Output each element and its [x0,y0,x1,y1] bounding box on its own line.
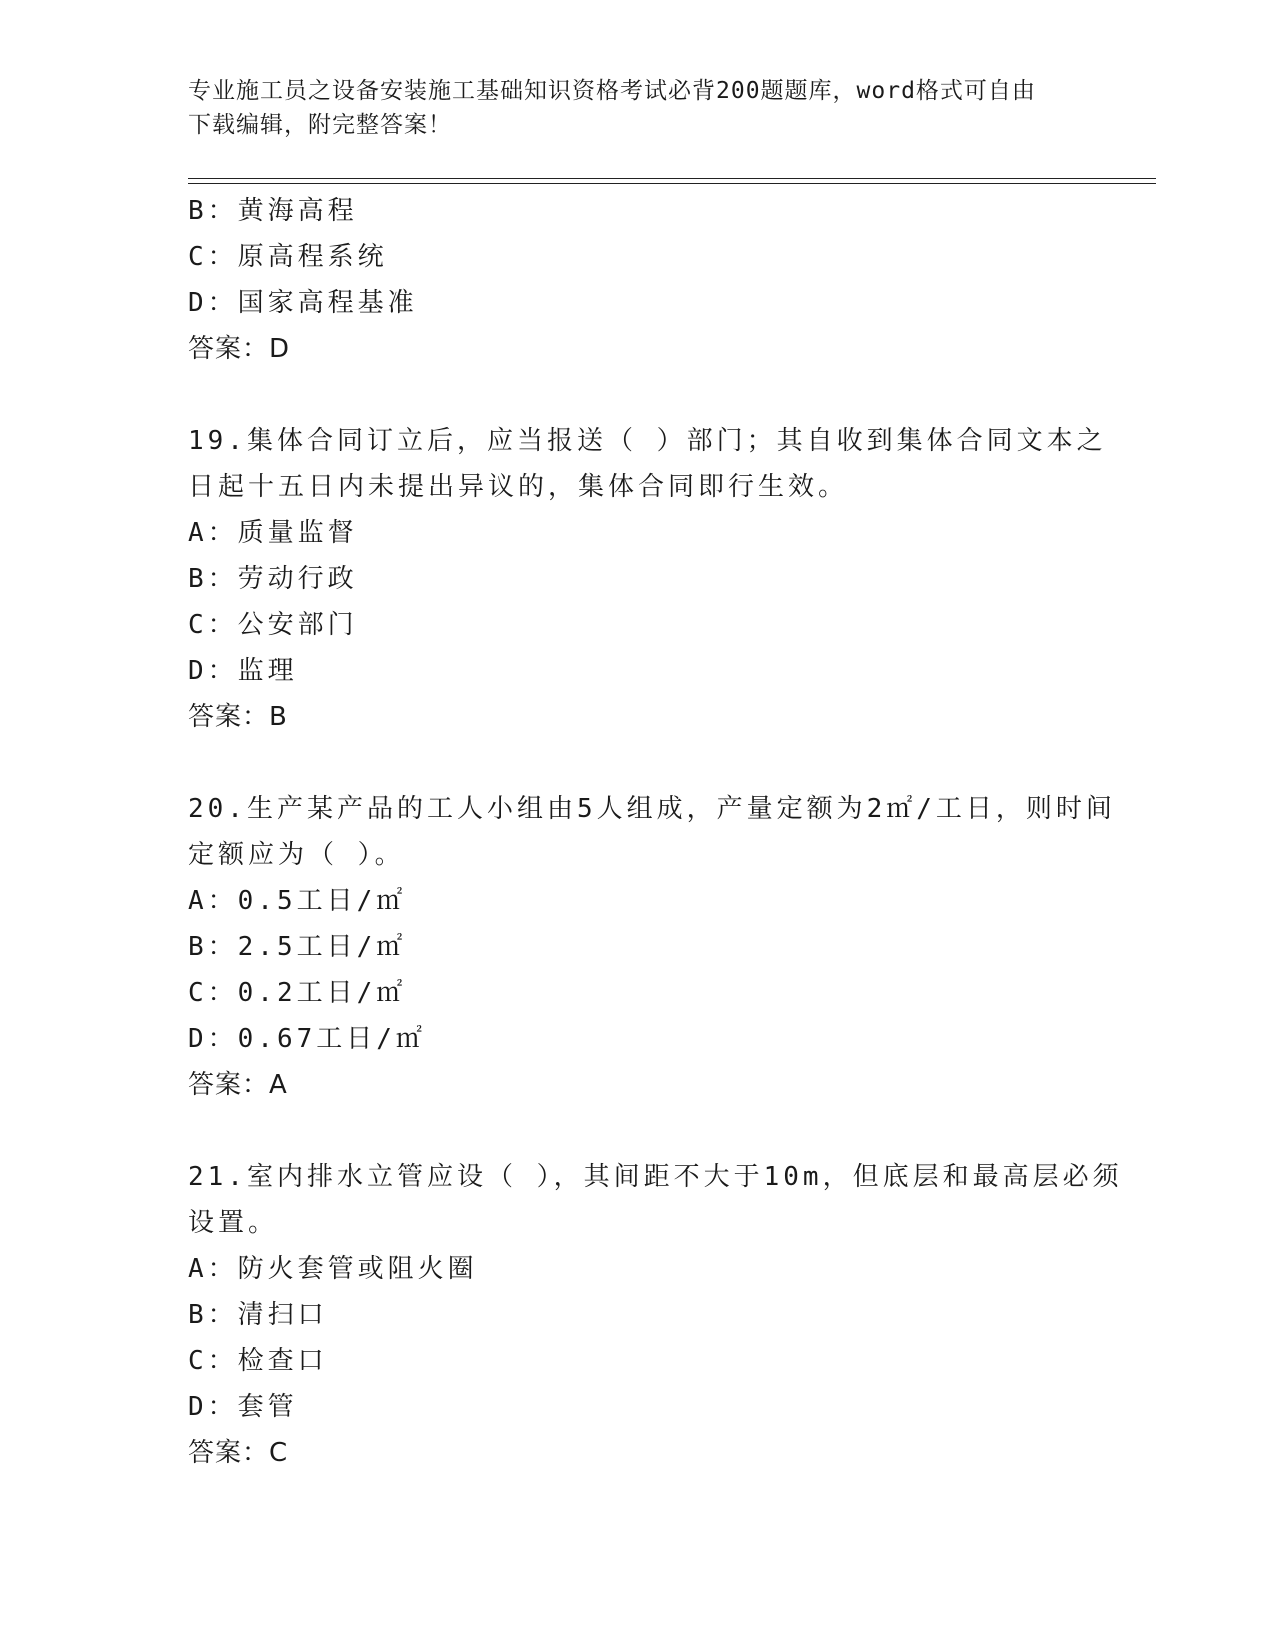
question-20 [188,786,1116,1108]
question-21 [188,1154,1123,1476]
question-stem-line: 日起十五日内未提出异议的，集体合同即行生效。 [188,472,849,502]
question-stem-line: 20.生产某产品的工人小组由5人组成，产量定额为2㎡/工日，则时间 [188,794,1116,824]
option-d: D：国家高程基准 [188,288,418,318]
previous-question-block [188,188,1088,372]
option-d: D：0.67工日/㎡ [188,1024,426,1054]
answer-line: 答案：B [188,702,288,732]
question-stem-line: 定额应为（ ）。 [188,840,405,870]
answer-line: 答案：A [188,1070,288,1100]
document-header [188,74,1088,142]
option-c: C：检查口 [188,1346,328,1376]
option-d: D：套管 [188,1392,298,1422]
option-a: A：0.5工日/㎡ [188,886,407,916]
option-b: B：黄海高程 [188,196,358,226]
option-c: C：原高程系统 [188,242,388,272]
question-stem-line: 设置。 [188,1208,279,1238]
spacer [188,372,1088,418]
option-b: B：清扫口 [188,1300,328,1330]
header-divider-top [188,178,1156,179]
spacer [188,1108,1088,1154]
answer-line: 答案：C [188,1438,289,1468]
option-c: C：公安部门 [188,610,358,640]
option-b: B：2.5工日/㎡ [188,932,407,962]
header-line-1: 专业施工员之设备安装施工基础知识资格考试必背200题题库，word格式可自由 [188,78,1036,104]
option-c: C：0.2工日/㎡ [188,978,407,1008]
header-line-2: 下载编辑，附完整答案！ [188,112,452,138]
option-a: A：质量监督 [188,518,358,548]
option-d: D：监理 [188,656,298,686]
option-a: A：防火套管或阻火圈 [188,1254,478,1284]
question-19 [188,418,1107,740]
option-b: B：劳动行政 [188,564,358,594]
header-divider-bottom [188,183,1156,184]
question-stem-line: 21.室内排水立管应设（ ），其间距不大于10m，但底层和最高层必须 [188,1162,1123,1192]
spacer [188,740,1088,786]
question-content [188,188,1123,1476]
answer-line: 答案：D [188,334,291,364]
question-stem-line: 19.集体合同订立后，应当报送（ ）部门；其自收到集体合同文本之 [188,426,1107,456]
